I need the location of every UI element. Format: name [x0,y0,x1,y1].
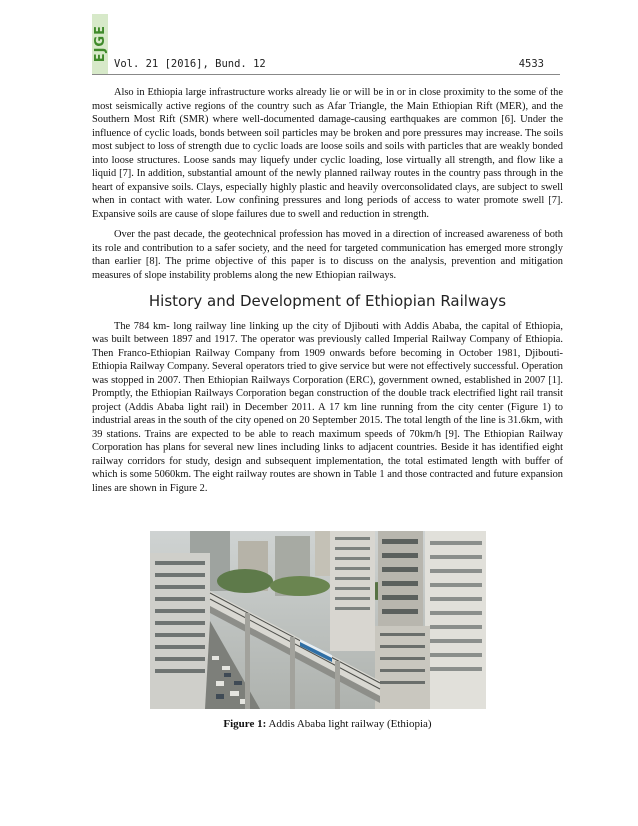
volume-info: Vol. 21 [2016], Bund. 12 [114,58,266,70]
header-divider [92,74,560,75]
paragraph-objective: Over the past decade, the geotechnical profession has moved in a direction of increased awareness of both its role and contribution to a safer society, and the need for targeted communication has emerged more strongly than earlier [8]. The prime objective of this paper is to discuss on the analysis, prevention and mitigation measures of slope instability problems along the new Ethiopian railways. [92,229,563,281]
section-heading: History and Development of Ethiopian Railways [148,292,507,311]
railway-photo-illustration [150,531,486,709]
article-body [92,86,563,502]
journal-logo: EJGE [92,14,108,74]
page-number: 4533 [518,58,544,70]
figure-caption-text: Addis Ababa light railway (Ethiopia) [268,718,432,730]
figure-caption-label: Figure 1: [223,718,267,730]
figure-caption [92,718,563,730]
paragraph-seismic: Also in Ethiopia large infrastructure works already lie or will be in or in close proximity to the some of the most seismically active regions of the country such as Afar Triangle, the Main Ethiopian Rift (MER), and the Southern Most Rift (SMR) where well-documented damage-causing earthquakes are common [6]. Under the influence of cyclic loads, bonds between soil particles may be broken and pore pressures may increase. The soils most subject to loss of strength due to cyclic loads are loose soils and soils with particles that are weakly bonded into loose structures. Loose sands may liquefy under cyclic loading, lose virtually all strength, and flow like a liquid [7]. In addition, substantial amount of the newly planned railway routes in the country pass through in the heart of expansive soils. Clays, especially highly plastic and heavily overconsolidated clays, are subject to swell when in contact with water. Low confining pressures and long periods of access to water promote swell [7]. Expansive soils are cause of slope failures due to swell and reduction in strength. [92,87,563,220]
page-header [114,58,544,70]
figure-light-railway-photo [150,531,486,709]
paragraph-history: The 784 km- long railway line linking up the city of Djibouti with Addis Ababa, the capital of Ethiopia, was built between 1897 and 1917. The operator was previously called Imperial Railway Company of Ethiopia. Then Franco-Ethiopian Railway Company from 1909 onwards before becoming in October 1981, Djibouti-Ethiopia Railway Company. Several operators tried to give service but were not effectively successful. Operation was stopped in 2007. Then Ethiopian Railways Corporation (ERC), government owned, established in 2007 [1]. Promptly, the Ethiopian Railways Corporation began construction of the double track electrified light rail transit project (Addis Ababa light rail) in December 2011. A 17 km line running from the city center (Figure 1) to industrial areas in the south of the city opened on 20 September 2015. The total length of the line is 31.6km, with 39 stations. Trains are expected to be able to reach maximum speeds of 70km/h [9]. The Ethiopian Railway Corporation has plans for several new lines including links to adjacent countries. Beside it has identified eight railway corridors for study, design and subsequent implementation, the total estimated length with buffer of which is some 5060km. The eight railway routes are shown in Table 1 and those contracted and future expansion lines are shown in Figure 2. [92,320,563,494]
